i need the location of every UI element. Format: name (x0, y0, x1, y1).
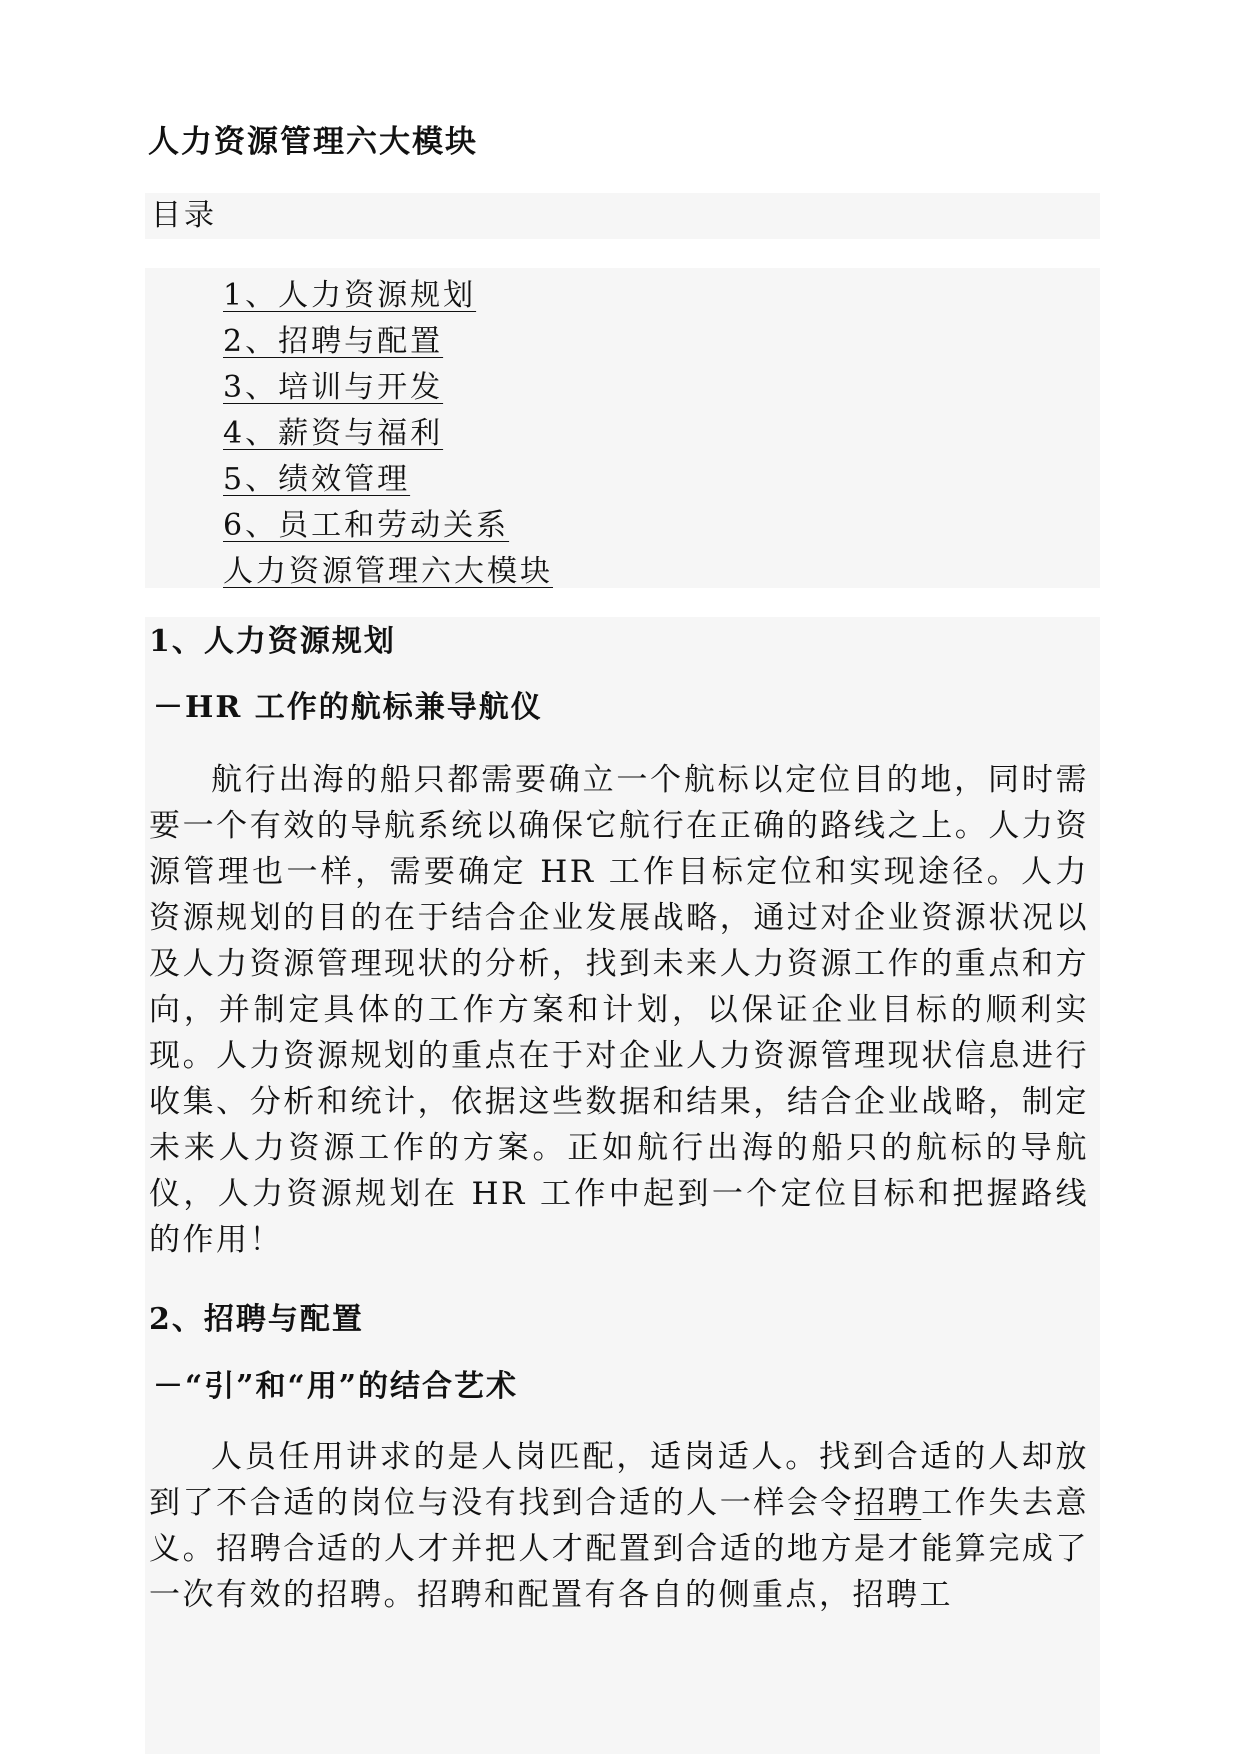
toc-item (223, 368, 553, 414)
toc-link-training[interactable]: 3、培训与开发 (223, 370, 444, 405)
section-title-recruitment: 2、招聘与配置 (149, 1302, 364, 1337)
toc-item (223, 460, 553, 506)
table-of-contents (145, 268, 1100, 588)
document-title: 人力资源管理六大模块 (148, 124, 478, 160)
document-body (145, 617, 1100, 1754)
toc-heading-block (145, 193, 1100, 239)
toc-heading: 目录 (151, 198, 217, 233)
toc-item (223, 276, 553, 322)
toc-item (223, 414, 553, 460)
toc-link-performance[interactable]: 5、绩效管理 (223, 462, 411, 497)
toc-link-labor-relations[interactable]: 6、员工和劳动关系 (223, 508, 510, 543)
toc-link-recruitment[interactable]: 2、招聘与配置 (223, 324, 444, 359)
toc-link-compensation[interactable]: 4、薪资与福利 (223, 416, 444, 451)
paragraph-text: 人员任用讲求的是人岗匹配，适岗适人。找到合适的人却放到了不合适的岗位与没有找到合适的人一样会令 (149, 1439, 1089, 1521)
section-subtitle-recruitment: －“引”和“用”的结合艺术 (153, 1369, 519, 1404)
toc-list (223, 276, 553, 598)
recruitment-term-link[interactable]: 招聘 (854, 1485, 922, 1521)
section-paragraph-hr-planning: 航行出海的船只都需要确立一个航标以定位目的地，同时需要一个有效的导航系统以确保它航行在正确的路线之上。人力资源管理也一样，需要确定 HR 工作目标定位和实现途径。人力资源规划的目的在于结合企业发展战略，通过对企业资源状况以及人力资源管理现状的分析，找到未来人力资源工作的重点和方向，并制定具体的工作方案和计划，以保证企业目标的顺利实现。人力资源规划的重点在于对企业人力资源管理现状信息进行收集、分析和统计，依据这些数据和结果，结合企业战略，制定未来人力资源工作的方案。正如航行出海的船只的航标的导航仪，人力资源规划在 HR 工作中起到一个定位目标和把握路线的作用！ (149, 762, 1089, 1258)
toc-item (223, 322, 553, 368)
toc-link-six-modules[interactable]: 人力资源管理六大模块 (223, 554, 553, 589)
toc-item (223, 552, 553, 598)
section-subtitle-hr-planning: －HR 工作的航标兼导航仪 (153, 690, 543, 725)
paragraph-text: 工作失去意义。招聘合适的人才并把人才配置到合适的地方是才能算完成了一次有效的招聘。招聘和配置有各自的侧重点，招聘工 (149, 1485, 1090, 1613)
section-title-hr-planning: 1、人力资源规划 (149, 624, 396, 659)
section-paragraph-recruitment (149, 1434, 1089, 1618)
toc-item (223, 506, 553, 552)
toc-link-hr-planning[interactable]: 1、人力资源规划 (223, 278, 477, 313)
